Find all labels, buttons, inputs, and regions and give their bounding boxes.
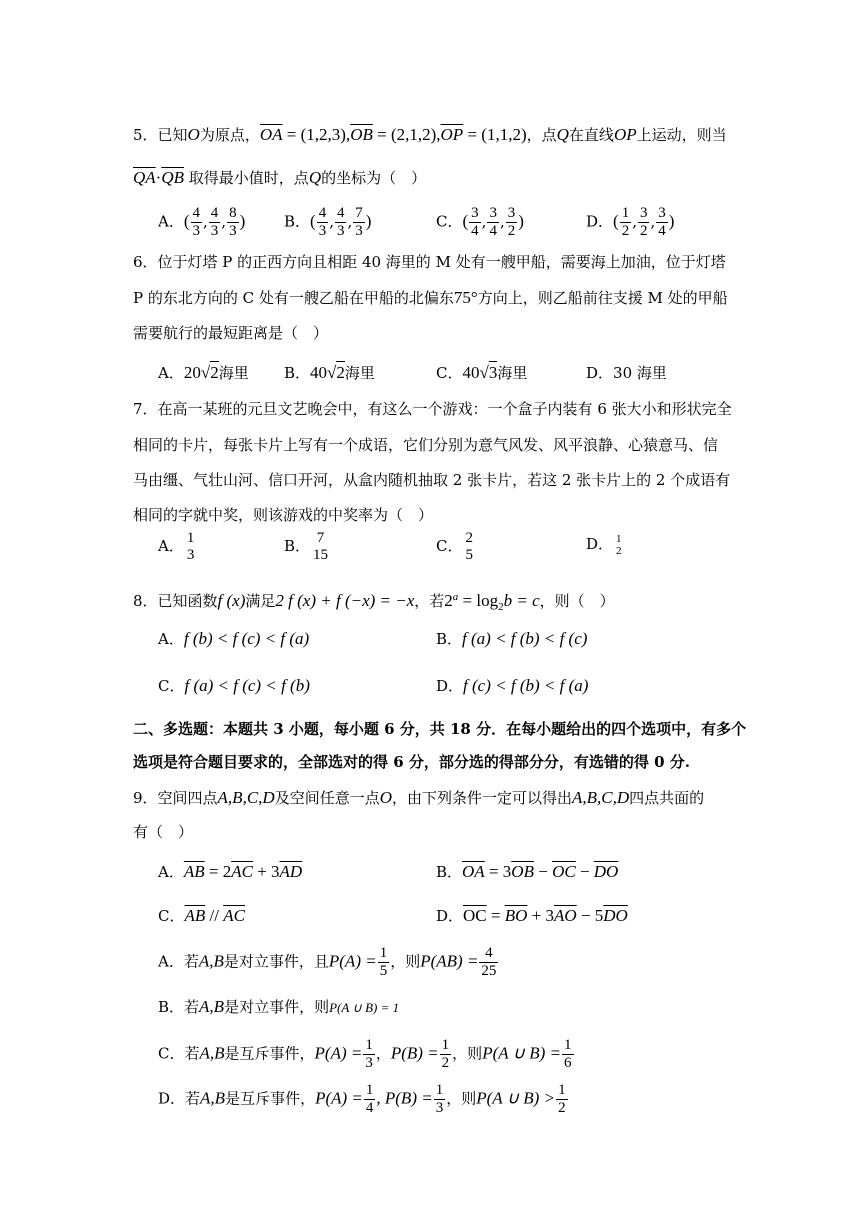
- q10-option-b: B．若A,B是对立事件，则P(A ∪ B) = 1: [158, 997, 400, 1016]
- q6-option-a: A．20√2海里: [158, 363, 249, 382]
- q9-line2: 有（ ）: [133, 823, 194, 841]
- q7-line2: 相同的卡片，每张卡片上写有一个成语，它们分别为意气风发、风平浪静、心猿意马、信: [133, 436, 719, 454]
- q7-line3: 马由缰、气壮山河、信口开河，从盒内随机抽取 2 张卡片，若这 2 张卡片上的 2 个成语有: [133, 471, 731, 489]
- q9-option-b: B．$\overline{OA} = 3\overline{OB} - \overline{OC} - \overline{DO}$: [436, 862, 619, 881]
- q8-line1: 8．已知函数f (x)满足2 f (x) + f (−x) = −x，若$2^a = \log_2b = c$，则（ ）: [133, 591, 615, 613]
- q10-option-c: C．若A,B是互斥事件，P(A) = $\frac{1}{3}$ ，P(B) = $\frac{1}{2}$ ，则P(A ∪ B) = $\frac{1}{6}$: [158, 1037, 572, 1071]
- q10-option-a: A．若A,B是对立事件，且P(A) = $\frac{1}{5}$ ，则P(AB) = $\frac{4}{25}$: [158, 945, 497, 979]
- section2-line1: 二、多选题：本题共 3 小题，每小题 6 分，共 18 分．在每小题给出的四个选项中，有多个: [133, 720, 747, 738]
- q5-option-d: D．( $\frac{1}{2}$ , $\frac{3}{2}$ , $\frac{3}{4}$ ): [586, 205, 675, 239]
- q6-option-b: B．40√2海里: [284, 363, 375, 382]
- q9-option-d: D．$\overline{OC} = \overline{BO} + 3\overline{AO} - 5\overline{DO}$: [436, 906, 628, 925]
- q7-line1: 7．在高一某班的元旦文艺晚会中，有这么一个游戏：一个盒子内装有 6 张大小和形状完全: [133, 400, 732, 418]
- q9-option-a: A．$\overline{AB} = 2\overline{AC} + 3\overline{AD}$: [158, 862, 303, 881]
- q5-line1: 5．已知O为原点，$\overline{OA} = (1,2,3),\overline{OB} = (2,1,2),\overline{OP} = (1,1,2)$，点Q在直线OP上运动，则当: [133, 125, 727, 144]
- q7-option-c: C． 2 5: [436, 530, 473, 563]
- q5-option-b: B．( $\frac{4}{3}$ , $\frac{4}{3}$ , $\frac{7}{3}$ ): [284, 205, 372, 239]
- q8-option-a: A．f (b) < f (c) < f (a): [158, 629, 310, 648]
- q7-line4: 相同的字就中奖，则该游戏的中奖率为（ ）: [133, 506, 434, 524]
- q10-option-d: D．若A,B是互斥事件，P(A) = $\frac{1}{4}$ , P(B) = $\frac{1}{3}$ ，则P(A ∪ B) > $\frac{1}{2}$: [158, 1082, 566, 1116]
- q6-line1: 6．位于灯塔 P 的正西方向且相距 40 海里的 M 处有一艘甲船，需要海上加油，位于灯塔: [133, 253, 726, 271]
- q6-line2: P 的东北方向的 C 处有一艘乙船在甲船的北偏东75°方向上，则乙船前往支援 M 处的甲船: [133, 288, 728, 307]
- q6-line3: 需要航行的最短距离是（ ）: [133, 324, 329, 342]
- q7-option-d: D． 1 2: [586, 533, 622, 557]
- section2-line2: 选项是符合题目要求的，全部选对的得 6 分，部分选的得部分分，有选错的得 0 分.: [133, 753, 690, 771]
- q8-option-b: B．f (a) < f (b) < f (c): [436, 629, 588, 648]
- q7-option-b: B． 7 15: [284, 530, 329, 563]
- q6-option-d: D．30 海里: [586, 364, 667, 382]
- q9-option-c: C．$\overline{AB} // \overline{AC}$: [158, 906, 245, 925]
- q5-option-c: C．( $\frac{3}{4}$ , $\frac{3}{4}$ , $\frac{3}{2}$ ): [436, 205, 524, 239]
- q8-option-d: D．f (c) < f (b) < f (a): [436, 676, 589, 695]
- q5-option-a: A．( $\frac{4}{3}$ , $\frac{4}{3}$ , $\frac{8}{3}$ ): [158, 205, 246, 239]
- q9-line1: 9．空间四点A,B,C,D及空间任意一点O，由下列条件一定可以得出A,B,C,D四点共面的: [133, 788, 705, 807]
- q5-line2: $\overline{QA}\cdot\overline{QB}$ 取得最小值时，点Q的坐标为（ ）: [133, 168, 427, 187]
- q6-option-c: C．40√3海里: [436, 363, 528, 382]
- q7-option-a: A． 1 3: [158, 530, 195, 563]
- q8-option-c: C．f (a) < f (c) < f (b): [158, 676, 310, 695]
